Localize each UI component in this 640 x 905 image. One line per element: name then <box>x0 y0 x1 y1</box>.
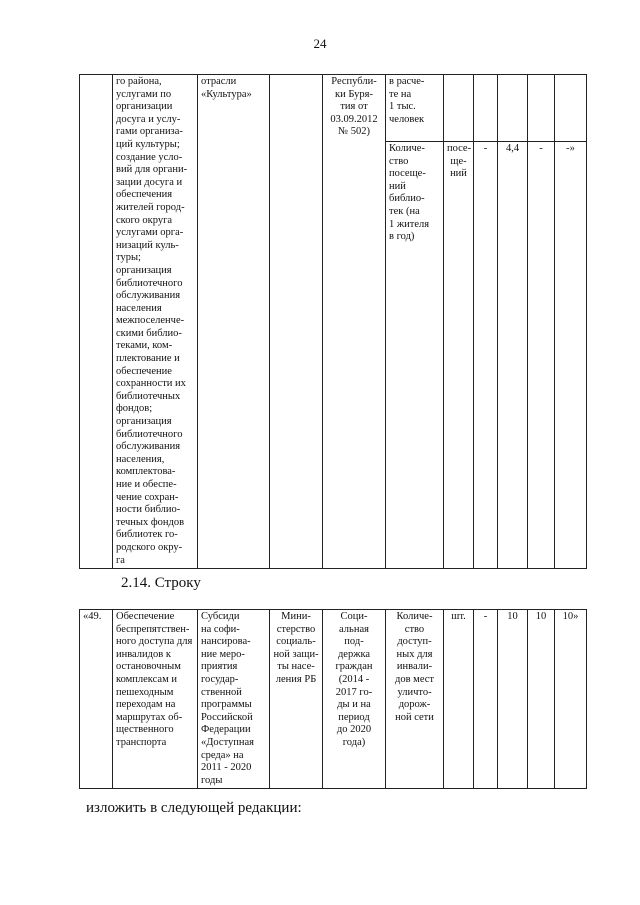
table-bottom <box>79 609 587 789</box>
table-cell <box>80 75 113 569</box>
cell-program: Соци- альная под- держка граждан (2014 - 2017 го- ды и на период до 2020 года) <box>323 610 386 789</box>
cell-program: Республи- ки Буря- тия от 03.09.2012 № 502) <box>323 75 386 569</box>
closing-text: изложить в следующей редакции: <box>86 800 302 816</box>
cell-value: - <box>528 142 555 569</box>
cell-value: 10 <box>528 610 555 789</box>
cell-number: «49. <box>80 610 113 789</box>
table-cell <box>444 75 474 142</box>
cell-value: -» <box>555 142 587 569</box>
cell-unit: шт. <box>444 610 474 789</box>
cell-task-description: Обеспечение беспрепятствен- ного доступа для инвалидов к остановочным комплексам и пешеходным переходам на маршрутах об- щественного транспорта <box>113 610 198 789</box>
table-cell <box>474 75 498 142</box>
table-top <box>79 74 587 569</box>
cell-funding: отрасли «Культура» <box>198 75 270 569</box>
cell-value: 10 <box>498 610 528 789</box>
table-row <box>80 610 587 789</box>
table-cell <box>498 75 528 142</box>
page-number: 24 <box>313 36 327 51</box>
cell-task-description: го района, услугами по организации досуга и услу- гами организа- ций культуры; создание усло- вий для органи- зации досуга и обеспечения жителей город- ского округа услугами орга- низаций куль- туры; организация библиотечного обслуживания населения межпоселенче- скими библио- теками, ком- плектование и обеспечение сохранности их библиотечных фондов; организация библиотечного обслуживания населения, комплектова- ние и обеспе- чение сохран- ности библио- течных фондов библиотек го- родского окру- га <box>113 75 198 569</box>
cell-value: - <box>474 142 498 569</box>
table-cell <box>528 75 555 142</box>
cell-unit: посе- ще- ний <box>444 142 474 569</box>
cell-indicator: Количе- ство посеще- ний библио- тек (на 1 жителя в год) <box>386 142 444 569</box>
table-cell <box>555 75 587 142</box>
cell-value: 4,4 <box>498 142 528 569</box>
cell-ministry: Мини- стерство социаль- ной защи- ты насе- ления РБ <box>270 610 323 789</box>
cell-indicator: Количе- ство доступ- ных для инвали- дов мест уличто- дорож- ной сети <box>386 610 444 789</box>
table-cell <box>270 75 323 569</box>
cell-funding: Субсиди на софи- нансирова- ние меро- приятия государ- ственной программы Российской Федерации «Доступная среда» на 2011 - 2020 годы <box>198 610 270 789</box>
row-heading: 2.14. Строку <box>121 575 201 591</box>
table-row <box>80 75 587 142</box>
cell-value: 10» <box>555 610 587 789</box>
cell-value: - <box>474 610 498 789</box>
cell-indicator: в расче- те на 1 тыс. человек <box>386 75 444 142</box>
